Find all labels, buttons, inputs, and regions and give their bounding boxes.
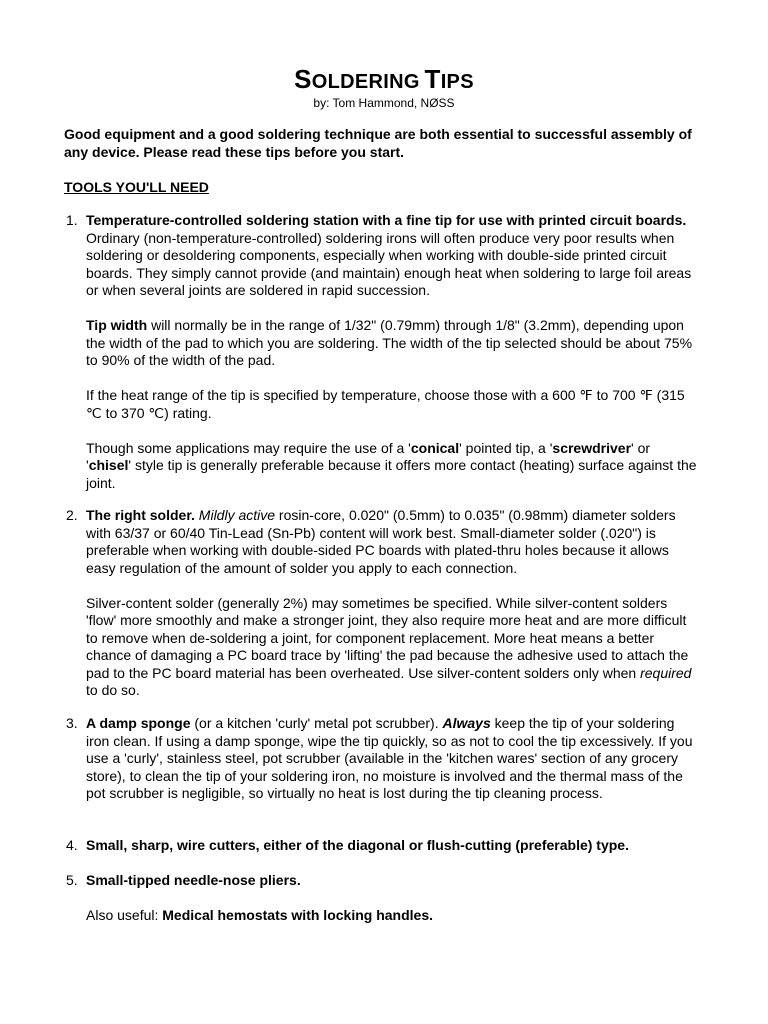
list-number: 3. bbox=[66, 715, 78, 731]
list-number: 1. bbox=[66, 212, 78, 228]
list-number: 2. bbox=[66, 507, 78, 523]
byline: by: Tom Hammond, NØSS bbox=[313, 96, 455, 110]
intro-paragraph: Good equipment and a good soldering technique are both essential to successful assembly of any device. Please read these tips before you start. bbox=[64, 126, 692, 160]
item2-paragraph bbox=[86, 507, 698, 577]
chisel-term: chisel bbox=[88, 457, 129, 473]
tip-width-paragraph bbox=[86, 317, 698, 370]
heat-range-paragraph: If the heat range of the tip is specified by temperature, choose those with a 600 ℉ to 700 ℉ (315 ℃ to 370 ℃) rating. bbox=[86, 387, 685, 421]
item1-paragraph bbox=[86, 212, 698, 300]
list-item-2 bbox=[66, 507, 698, 700]
tip-width-lead: Tip width bbox=[86, 317, 148, 333]
item1-text: Ordinary (non-temperature-controlled) soldering irons will often produce very poor results when soldering or desoldering components, especially when working with double-side printed circuit boards. They simply cannot provide (and maintain) enough heat when soldering to large foil areas or when several joints are soldered in rapid succession. bbox=[86, 229, 692, 298]
required-term: required bbox=[640, 664, 692, 681]
tip-style-text: ' pointed tip, a ' bbox=[459, 439, 553, 456]
title-part: S bbox=[294, 64, 312, 94]
item3-paragraph bbox=[86, 715, 698, 803]
mildly-active-term: Mildly active bbox=[194, 507, 276, 523]
list-item-4 bbox=[66, 837, 698, 855]
silver-text: Silver-content solder (generally 2%) may sometimes be specified. While silver-content solders 'flow' more smoothly and make a stronger joint, they also require more heat and are more difficult to remove when de-soldering a joint, for component replacement. More heat means a better chance of damaging a PC board trace by 'lifting' the pad because the adhesive used to attach the pad to the PC board material has been overheated. Use silver-content solders only when bbox=[86, 594, 689, 681]
item3-text: keep the tip of your soldering iron clean. If using a damp sponge, wipe the tip quickly, so as not to cool the tip excessively. If you use a 'curly', stainless steel, pot scrubber (available in the 'kitchen wares' section of any grocery store), to clean the tip of your soldering iron, no moisture is involved and the thermal mass of the pot scrubber is negligible, so virtually no heat is lost during the tip cleaning process. bbox=[86, 715, 693, 801]
tip-style-paragraph bbox=[86, 440, 698, 493]
item3-text: (or a kitchen 'curly' metal pot scrubber). bbox=[190, 715, 443, 731]
also-bold: Medical hemostats with locking handles. bbox=[162, 907, 433, 923]
item4-paragraph: Small, sharp, wire cutters, either of the diagonal or flush-cutting (preferable) type. bbox=[86, 837, 629, 853]
tip-style-text: ' style tip is generally preferable because it offers more contact (heating) surface against the joint. bbox=[86, 457, 697, 491]
screwdriver-term: screwdriver bbox=[552, 439, 632, 456]
always-term: Always bbox=[442, 715, 491, 731]
silver-text: to do so. bbox=[86, 682, 140, 698]
silver-solder-paragraph bbox=[86, 595, 698, 700]
item5-paragraph: Small-tipped needle-nose pliers. bbox=[86, 872, 301, 888]
list-item-5 bbox=[66, 872, 698, 890]
tip-style-text: Though some applications may require the use of a ' bbox=[86, 439, 411, 456]
list-item-3 bbox=[66, 715, 698, 803]
also-useful-paragraph bbox=[86, 907, 698, 925]
tip-style-text: ' or ' bbox=[86, 439, 651, 473]
section-heading: TOOLS YOU'LL NEED bbox=[64, 179, 209, 195]
title-part: OLDERING bbox=[311, 71, 420, 93]
item2-lead: The right solder. bbox=[86, 507, 195, 523]
tip-width-text: will normally be in the range of 1/32" (0.79mm) through 1/8" (3.2mm), depending upon the width of the pad to which you are soldering. The width of the tip selected should be about 75% to 90% of the width of the pad. bbox=[86, 317, 693, 368]
list-number: 4. bbox=[66, 837, 78, 853]
also-prefix: Also useful: bbox=[86, 907, 163, 923]
title-part: IPS bbox=[440, 71, 474, 93]
list-item-1 bbox=[66, 212, 698, 492]
page-title bbox=[0, 64, 768, 95]
item3-lead: A damp sponge bbox=[86, 715, 191, 731]
conical-term: conical bbox=[410, 439, 460, 456]
item2-text: rosin-core, 0.020" (0.5mm) to 0.035" (0.98mm) diameter solders with 63/37 or 60/40 Tin-Lead (Sn-Pb) content will work best. Small-diameter solder (.020") is preferable when working with double-sided PC boards with plated-thru holes because it allows easy regulation of the amount of solder you apply to each connection. bbox=[86, 507, 676, 576]
title-part: T bbox=[424, 64, 441, 94]
list-number: 5. bbox=[66, 872, 78, 888]
item1-lead: Temperature-controlled soldering station with a fine tip for use with printed circuit boards. bbox=[86, 212, 687, 228]
